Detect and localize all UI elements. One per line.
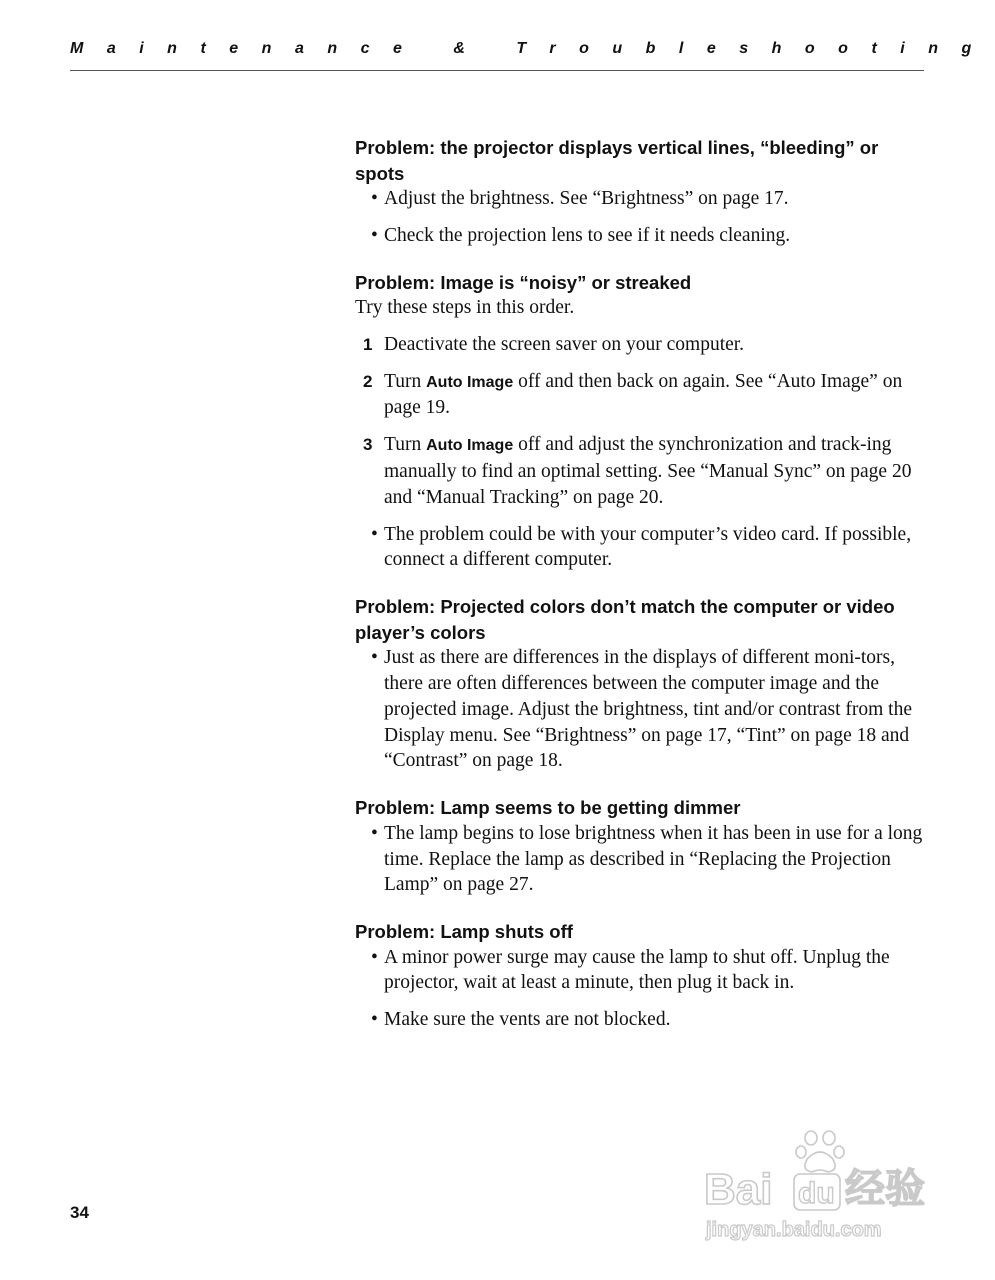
- svg-text:经验: 经验: [845, 1166, 925, 1212]
- bullet-item: [355, 1007, 927, 1033]
- problem-heading: Problem: Image is “noisy” or streaked: [355, 271, 692, 293]
- running-header: Maintenance & Troubleshooting: [70, 40, 995, 57]
- numbered-step: [355, 432, 927, 510]
- step-text-pre: Turn: [384, 434, 427, 456]
- bullet-glyph: •: [371, 523, 378, 545]
- bullet-item: [355, 945, 927, 997]
- svg-text:du: du: [798, 1177, 835, 1210]
- intro-text: Try these steps in this order.: [355, 297, 575, 319]
- problem-section-colors: [355, 594, 927, 774]
- step-number: 1: [363, 334, 373, 354]
- problem-heading: Problem: Lamp shuts off: [355, 921, 573, 943]
- problem-heading: Problem: Projected colors don’t match the computer or video player’s colors: [355, 596, 895, 643]
- step-text: Deactivate the screen saver on your computer.: [384, 333, 745, 355]
- step-text-post: off and adjust the synchronization and track-ing manually to find an optimal setting. See “Manual Sync” on page 20 and “Manual Tracking” on page 20.: [384, 434, 912, 508]
- problem-heading: Problem: Lamp seems to be getting dimmer: [355, 797, 741, 819]
- bullet-text: Just as there are differences in the displays of different moni-tors, there are often differences between the computer image and the projected image. Adjust the brightness, tint and/or contrast from the Display menu. See “Brightness” on page 17, “Tint” on page 18 and “Contrast” on page 18.: [384, 647, 913, 772]
- bullet-text: The lamp begins to lose brightness when it has been in use for a long time. Replace the lamp as described in “Replacing the Projection Lamp” on page 27.: [384, 822, 923, 896]
- bullet-text: Adjust the brightness. See “Brightness” on page 17.: [384, 188, 789, 209]
- step-text-post: off and then back on again. See “Auto Image” on page 19.: [384, 370, 903, 419]
- bullet-text: Make sure the vents are not blocked.: [384, 1009, 671, 1031]
- bullet-glyph: •: [371, 822, 378, 844]
- numbered-step: [355, 369, 927, 422]
- problem-section-lamp-dimmer: [355, 795, 927, 898]
- svg-text:Bai: Bai: [704, 1165, 773, 1214]
- bullet-text: A minor power surge may cause the lamp to shut off. Unplug the projector, wait at least a minute, then plug it back in.: [384, 946, 890, 994]
- bullet-text: Check the projection lens to see if it needs cleaning.: [384, 224, 791, 246]
- baidu-jingyan-watermark: [700, 1130, 940, 1245]
- bullet-text: The problem could be with your computer’s video card. If possible, connect a different computer.: [384, 523, 912, 571]
- bullet-glyph: •: [371, 946, 378, 968]
- main-content: [355, 135, 927, 1054]
- menu-option-auto-image: Auto Image: [426, 373, 514, 391]
- problem-section-noisy-image: [355, 270, 927, 574]
- bullet-item: [355, 645, 927, 774]
- bullet-glyph: •: [371, 224, 378, 246]
- step-number: 2: [363, 371, 373, 391]
- problem-heading: Problem: the projector displays vertical lines, “bleeding” or spots: [355, 137, 879, 184]
- numbered-step: [355, 332, 927, 358]
- problem-section-vertical-lines: [355, 135, 927, 249]
- bullet-item: [355, 186, 927, 212]
- menu-option-auto-image: Auto Image: [426, 437, 514, 455]
- bullet-glyph: •: [371, 1009, 378, 1031]
- watermark-url: jingyan.baidu.com: [706, 1219, 882, 1241]
- step-text-pre: Turn: [384, 370, 427, 392]
- problem-section-lamp-shuts-off: [355, 919, 927, 1033]
- bullet-glyph: •: [371, 647, 378, 669]
- step-number: 3: [363, 435, 373, 455]
- bullet-item: [355, 821, 927, 898]
- header-rule: [70, 70, 924, 71]
- bullet-item: [355, 522, 927, 574]
- page-number: 34: [70, 1203, 89, 1222]
- bullet-glyph: •: [371, 188, 378, 209]
- bullet-item: [355, 223, 927, 249]
